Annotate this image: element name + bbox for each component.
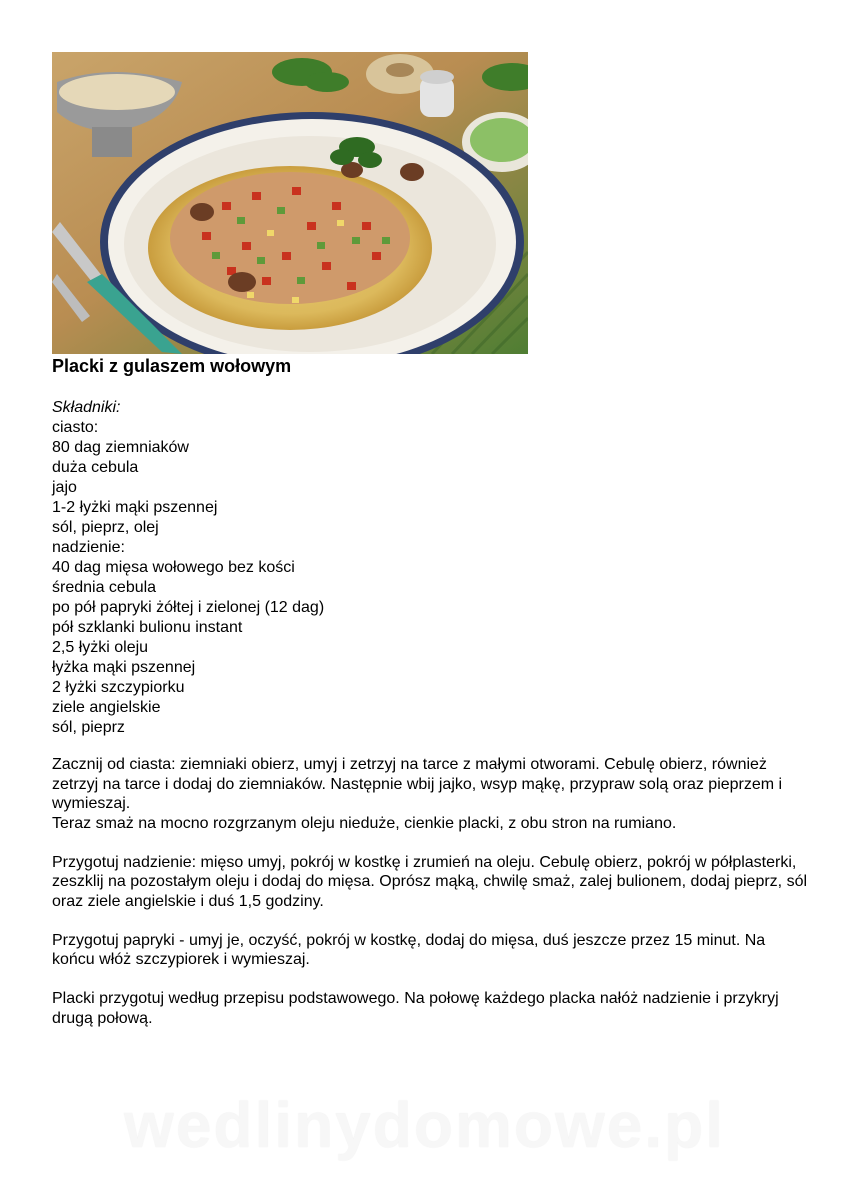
ingredient-line: 1-2 łyżki mąki pszennej [52, 499, 218, 516]
ingredients-heading: Składniki: [52, 399, 121, 416]
step-text: Teraz smaż na mocno rozgrzanym oleju nieduże, cienkie placki, z obu stron na rumiano. [52, 814, 677, 832]
step-paragraph: Przygotuj nadzienie: mięso umyj, pokrój w kostkę i zrumień na oleju. Cebulę obierz, pokrój w półplasterki, zeszklij na pozostałym oleju i dodaj do mięsa. Oprósz mąką, chwilę smaż, zalej bulionem, dodaj pieprz, sól oraz ziele angielskie i duś 1,5 godziny. [52, 853, 808, 910]
step-paragraph [52, 755, 812, 833]
ingredients-list [52, 398, 324, 738]
ingredient-line: sól, pieprz [52, 719, 125, 736]
ingredient-line: 2,5 łyżki oleju [52, 639, 149, 656]
ingredient-line: 2 łyżki szczypiorku [52, 679, 185, 696]
step-paragraph: Placki przygotuj według przepisu podstawowego. Na połowę każdego placka nałóż nadzienie i przykryj drugą połową. [52, 990, 779, 1027]
ingredient-line: 80 dag ziemniaków [52, 439, 189, 456]
ingredient-line: średnia cebula [52, 579, 157, 596]
ingredient-line: po pół papryki żółtej i zielonej (12 dag) [52, 599, 325, 616]
recipe-title: Placki z gulaszem wołowym [52, 356, 292, 376]
preparation-steps [52, 755, 812, 1048]
step-paragraph: Przygotuj papryki - umyj je, oczyść, pokrój w kostkę, dodaj do mięsa, duś jeszcze przez 15 minut. Na końcu włóż szczypiorek i wymieszaj. [52, 931, 766, 968]
step-text: Zacznij od ciasta: ziemniaki obierz, umyj i zetrzyj na tarce z małymi otworami. Cebulę obierz, również zetrzyj na tarce i dodaj do ziemniaków. Następnie wbij jajko, wsyp mąkę, przypraw solą oraz pieprzem i wymieszaj. [52, 756, 783, 812]
watermark: wedlinydomowe.pl [124, 1089, 725, 1161]
ingredient-line: łyżka mąki pszennej [52, 659, 196, 676]
ingredient-line: ziele angielskie [52, 699, 161, 716]
ingredient-line: ciasto: [52, 419, 99, 436]
ingredient-line: 40 dag mięsa wołowego bez kości [52, 559, 295, 576]
dish-photo [52, 52, 528, 354]
ingredient-line: sól, pieprz, olej [52, 519, 159, 536]
ingredient-line: jajo [52, 479, 77, 496]
ingredient-line: duża cebula [52, 459, 139, 476]
ingredient-line: pół szklanki bulionu instant [52, 619, 243, 636]
ingredient-line: nadzienie: [52, 539, 125, 556]
